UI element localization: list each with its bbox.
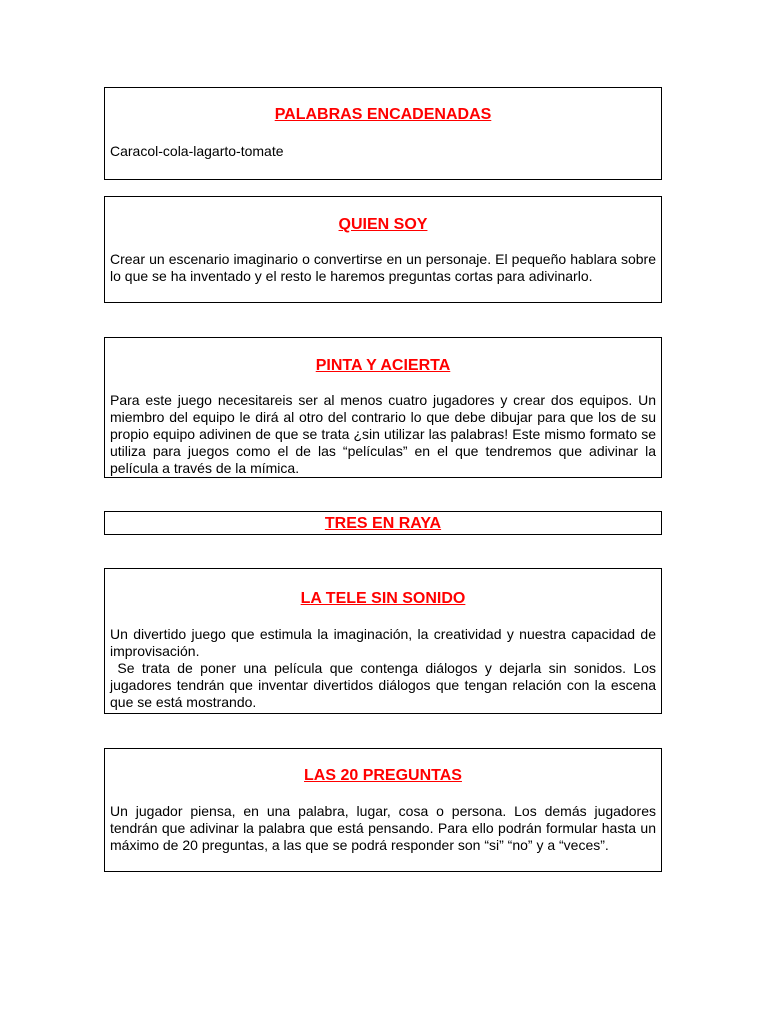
card-title: LA TELE SIN SONIDO [300, 590, 466, 607]
card-title: LAS 20 PREGUNTAS [304, 767, 462, 784]
description-paragraph: Se trata de poner una película que contenga diálogos y dejarla sin sonidos. Los jugadores tendrán que inventar divertidos diálogos que tengan relación con la escena que se está mostrando. [110, 660, 660, 710]
game-card-pinta-y-acierta [104, 337, 662, 478]
card-description: Un jugador piensa, en una palabra, lugar, cosa o persona. Los demás jugadores tendrán que adivinar la palabra que está pensando. Para ello podrán formular hasta un máximo de 20 preguntas, a las que se podrá responder son “si” “no” y a “veces”. [110, 803, 656, 853]
card-title: TRES EN RAYA [324, 515, 442, 532]
card-description: Crear un escenario imaginario o convertirse en un personaje. El pequeño hablara sobre lo que se ha inventado y el resto le haremos preguntas cortas para adivinarlo. [110, 251, 656, 284]
card-description: Para este juego necesitareis ser al menos cuatro jugadores y crear dos equipos. Un miembro del equipo le dirá al otro del contrario lo que debe dibujar para que los de su propio equipo adivinen de que se trata ¿sin utilizar las palabras! Este mismo formato se utiliza para juegos como el de las “películas” en el que tendremos que adivinar la película a través de la mímica. [110, 392, 656, 476]
game-card-tres-en-raya [104, 511, 662, 535]
description-paragraph: Un divertido juego que estimula la imaginación, la creatividad y nuestra capacidad de improvisación. [110, 626, 660, 659]
game-card-las-20-preguntas [104, 748, 662, 872]
card-title: PALABRAS ENCADENADAS [274, 106, 492, 123]
game-card-palabras-encadenadas [104, 87, 662, 180]
card-description: Caracol-cola-lagarto-tomate [110, 143, 284, 159]
card-title: QUIEN SOY [338, 216, 428, 233]
game-card-quien-soy [104, 196, 662, 303]
card-title: PINTA Y ACIERTA [315, 357, 451, 374]
game-card-la-tele-sin-sonido [104, 568, 662, 714]
card-description [105, 626, 661, 711]
